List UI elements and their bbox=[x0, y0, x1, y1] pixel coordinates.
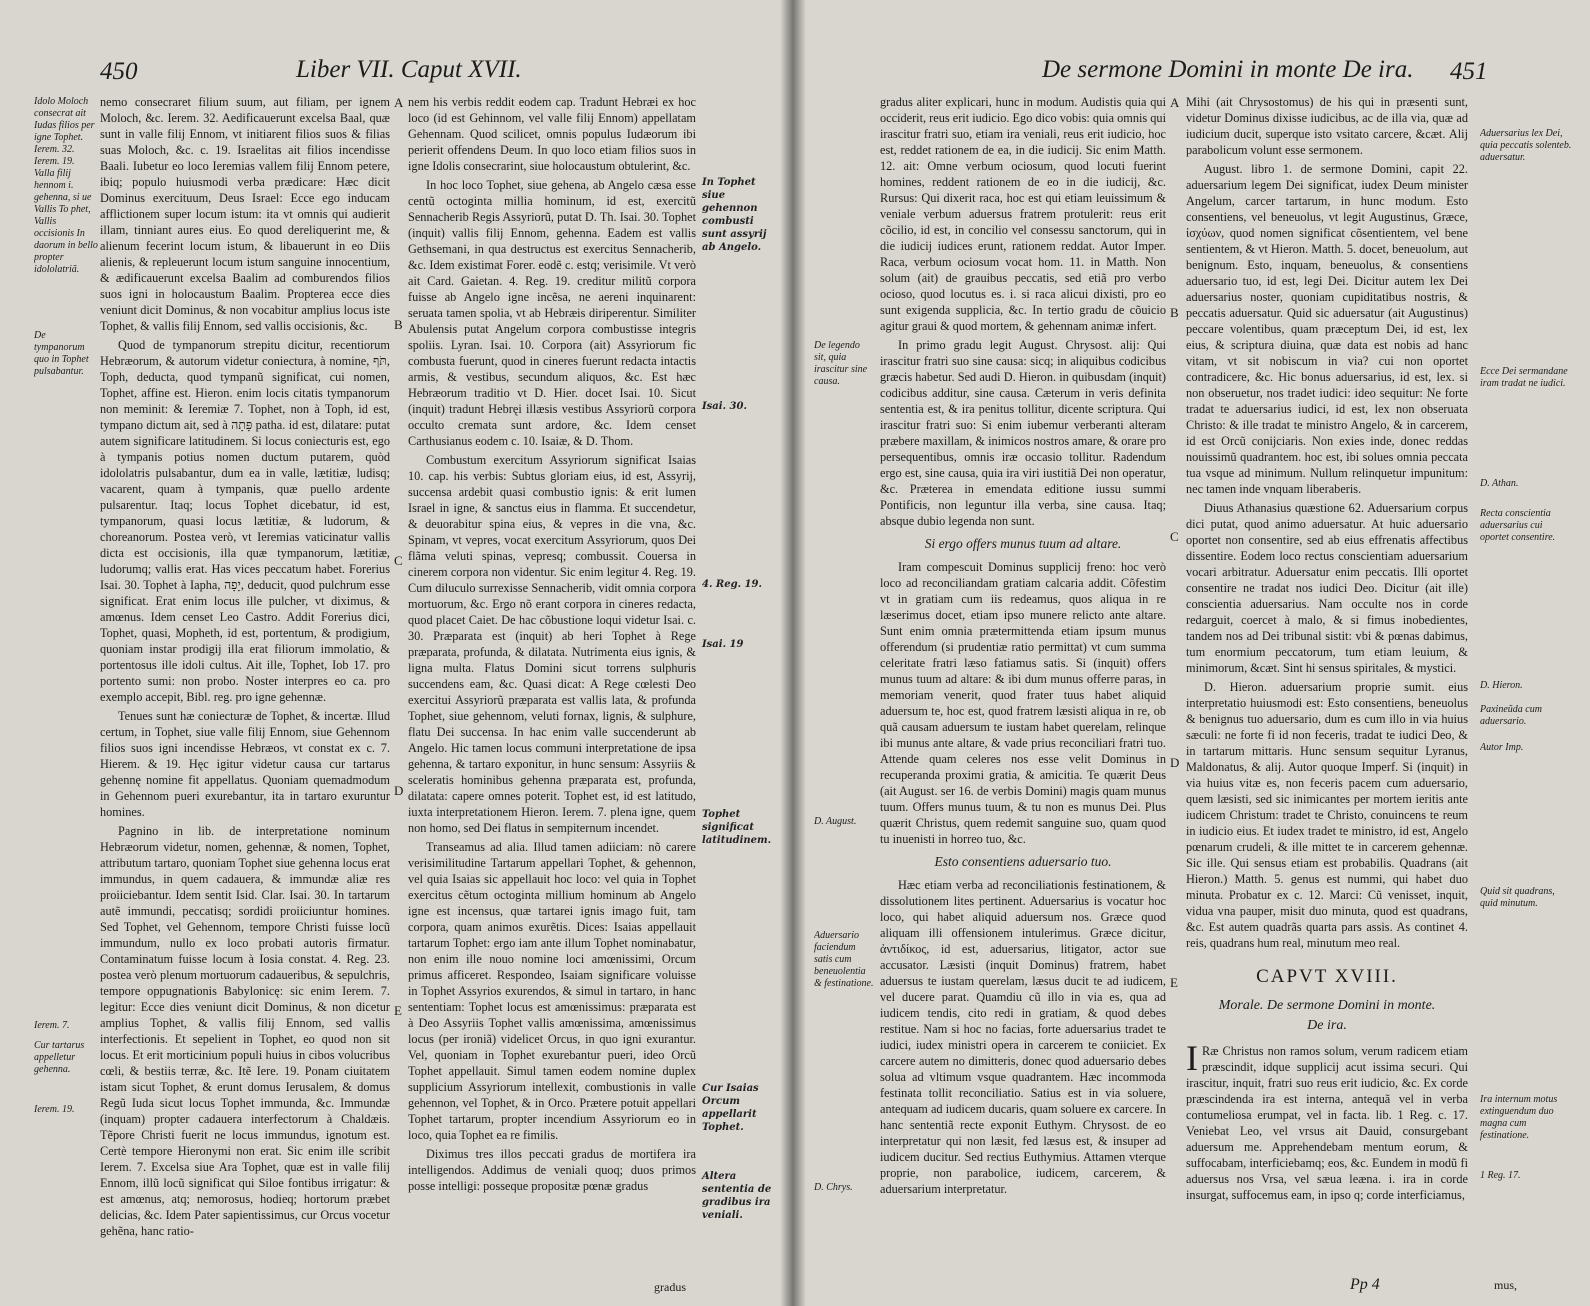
margin-note-left-2: De tympanorum quo in Tophet pulsabantur. bbox=[34, 330, 89, 377]
section-letter-a-right: A bbox=[1170, 95, 1180, 110]
margin-note-text: Idolo Moloch consecrat ait Iudas filios per igne Tophet. bbox=[34, 96, 95, 143]
handwritten-note: Altera sententia de gradibus ira veniali. bbox=[702, 1171, 772, 1221]
margin-note-right-12: Quid sit quadrans, quid minutum. bbox=[1480, 886, 1555, 909]
margin-note-right-14: 1 Reg. 17. bbox=[1480, 1170, 1521, 1181]
margin-note-right-4: D. Chrys. bbox=[814, 1182, 853, 1193]
paragraph: In primo gradu legit August. Chrysost. alij: Qui irascitur fratri suo sine causa: sicq; in aliquibus codicibus græcis habetur. Sed audi D. Hieron. in quibusdam (inquit) codicibus additur, sine causa. Cæterum in veris definita sententia est, & ira penitus tollitur, dicente scriptura. Qui irascitur fratri suo: Si enim iubemur verberanti alteram præbere maxillam, & inimicos nostros amare, & orare pro persequentibus, omnis iræ occasio tollitur. Radendum ergo est, sine causa, quia ira viri iustitiã Dei non operatur, &c. Præterea in emendata editione iussu summi Pontificis, non leguntur illa verba, sine causa. Itaq; absque dubio legenda non sunt. bbox=[880, 338, 1166, 528]
right-column-2 bbox=[1186, 94, 1468, 1274]
margin-note-left-1 bbox=[34, 96, 98, 326]
chapter-paragraph bbox=[1186, 1038, 1468, 1203]
handwritten-note: Cur Isaias Orcum appellarit Tophet. bbox=[702, 1083, 759, 1133]
catchword-right: mus, bbox=[1494, 1278, 1518, 1292]
section-letter-b-right: B bbox=[1170, 305, 1179, 320]
paragraph: Combustum exercitum Assyriorum significat Isaias 10. cap. his verbis: Subtus gloriam eius, id est, Assyrij, succensa ardebit quasi combustio ignis: & erit lumen Israel in igne, & sanctus eius in flamma. Et succendetur, & deuorabitur spina eius, & vepres in die vna, &c. Spinam, vt vepres, vocat exercitum Assyriorum, quos Dei flãma veluti spinas, vepresq; combussit. Couersa in cinerem corpora non videntur. Sic enim legitur 4. Reg. 19. Cum diluculo surrexisse Sennacherib, vidit omnia corpora mortuorum, &c. Ergo nõ erant corpora in cineres redacta, quod placet Caiet. De hac cõbustione loqui videtur Isai. c. 30. Præparata est (inquit) ab heri Tophet à Rege præparata, profunda, & dilatata. Nutrimenta eius ignis, & ligna multa. Flatus Domini sicut torrens sulphuris succendens eam, &c. Quasi dicat: A Rege cœlesti Deo exercitui Assyriorũ præparata est vallis lata, & profunda Tophet, siue gehennom, veluti fornax, lignis, & sulphure, flatu Dei succensa. In hac enim valle succenderunt ab Angelo. Hic tamen locus communi interpretatione de ipsa gehenna, & tartaro exponitur, in hunc sensum: Assyriis & sceleratis hominibus gehenna præparata est, profunda, dilatata: capere omnes poterit. Tophet est, id est latitudo, iuxta interpretationem Hieron. Ierem. 7. plena igne, quem non homo, sed Dei flatus in sempiternum incendet. bbox=[408, 453, 696, 835]
handwritten-note: Isai. 19 bbox=[702, 639, 744, 650]
section-letter-b-left: B bbox=[394, 317, 403, 332]
margin-note-right-7: D. Athan. bbox=[1480, 478, 1519, 489]
paragraph: D. Hieron. aduersarium proprie sumit. eius interpretatio huiusmodi est: Esto consentiens, beneuolus & benignus tuo aduersario, dum es cum illo in via huius sæculi: ne forte fi id non feceris, tradat te iudici Deo, & in tartarum mittaris. Hunc sensum sequitur Lyranus, Maldonatus, & alij. Autor quoque Imperf. Si (inquit) in via huius vitæ es, non feceris pacem cum aduersario, quem læsisti, sed sic inimicantes per mortem ieritis ante iudicem Christum: tradet te Christo, conuincens te reum in iudicio eius. Et iudex tradet te ministro, id est, Angelo pœnarum crudeli, & ille mittet te in carcerem gehennæ. Sic ille. Qui sensus etiam est probabilis. Quadrans (ait Hieron.) Matth. 5. genus est nummi, qui habet duo minuta. Probatur ex c. 12. Marci: Cũ venisset, inquit, vidua vna pauper, misit duo minuta, quod est quadrans, &c. Est autem quadrãs quarta pars assis. As continet 4. reis, quadrans hum real, minutum meo real. bbox=[1186, 680, 1468, 950]
section-letter-d-right: D bbox=[1170, 755, 1180, 770]
handwritten-note: Isai. 30. bbox=[702, 401, 747, 412]
section-letter-c-left: C bbox=[394, 553, 403, 568]
right-page bbox=[792, 0, 1590, 1306]
paragraph: Hæc etiam verba ad reconciliationis festinationem, & dissolutionem lites pertinent. Aduersarius is vocatur hoc loco, qui habet aliquid aduersum nos. Græce quod aliquam illi offensionem intulerimus. Græce dicitur, ἀντιδίκος, id est, aduersarius, litigator, actor sue accusator. Læsisti (inquit Dominus) fratrem, habet aduersus te iustam querelam, læsus ducit te ad iudicem, vel ducere parat. Quamdiu cũ illo in via es, qua ad iudicem tendis, cito redi in gratiam, & quod debes restitue. Nam si hoc no facias, forte aduersarius tradet te iudici, iudex ministri opera in carcerem te coniiciet. Ex carcere autem no dimitteris, donec quod aduersario debes solua ad vltimum vsque quadrantem. Hæc incommoda festinata tollit reconciliatio. Satius est in via soluere, antequam ad iudicem ducaris, quam soluere ex carcere. In hanc sententiã recte exponit Euthym. Chrysost. de eo interpretatur qui non læsit, fed læsus est, & insuper ad iudicem ducitur. Sed rectius Euthymius. Attamen vterque proprie, non parabolice, iudicem, carcerem, & aduersarium interpretatur. bbox=[880, 878, 1166, 1196]
paragraph: nemo consecraret filium suum, aut filiam, per ignem Moloch, &c. Ierem. 32. Aedificauerunt excelsa Baal, quæ sunt in valle filij Ennom, vt initiarent filios suos & filias suas Moloch, &c. c. 19. Israelitas ait filios incendisse Baali. Iubetur eo loco Ieremias vallem filij Ennom petere, ibiq; populo huiusmodi verba prædicare: Hæc dicit Dominus exercituum, Deus Israel: Ecce ego inducam afflictionem super locum istum: ita vt omnis qui audierit illam, tinniant aures eius. Eo quod dereliquerint me, & alienum fecerint locum istum, & libauerunt in eo Diis alienis, & repleuerunt locum istum sanguine innocentium, & ædificauerunt excelsa Baalim ad comburendos filios suos igni in holocaustum Baalim. Propterea ecce dies veniunt dicit Dominus, & non vocabitur amplius locus iste Tophet, & vallis filij Ennom, sed vallis occisionis, &c. bbox=[100, 95, 390, 333]
paragraph: Tenues sunt hæ coniecturæ de Tophet, & incertæ. Illud certum, in Tophet, siue valle filij Ennom, siue Gehennom filios suos igni incendisse Hebræos, vt constat ex c. 7. Hierem. & 19. Hęc igitur videtur causa cur tartarus gehennę nomine fit appellatus. Quoniam quemadmodum in Gehennom pueri exurebantur, ita in tartaro exuruntur homines. bbox=[100, 709, 390, 819]
paragraph: Quod de tympanorum strepitu dicitur, recentiorum Hebræorum, & autorum videtur coniectura, à nomine, תֹּף, Toph, deducta, quod tympanũ significat, cui nomen, Tophet, affine est. Hieron. enim locis citatis tympanorum non meminit: & Ieremiæ 7. Tophet, non à Toph, id est, tympano dictum ait, sed à פָּתָה patha. id est, dilatare: putat autem significare latitudinem. Si locus coniecturis est, ego à tympanis potius nomen ductum putarem, quòd idololatris pulsabantur, dum ea in valle, lætitiæ, ludisq; vacarent, quam à tympanis, quæ puello ardente pulsarentur. Itaq; locus Tophet dicebatur, id est, tympanorum, quasi locus lætitiæ, & ludorum, & choreanorum. Postea verò, vt Ieremias vaticinatur vallis dicta est occisionis, illa quæ tympanorum, lætitiæ, ludorumq; vallis erat. Has vices peccatum habet. Forerius Isai. 30. Tophet à Iapha, יָפָה, deducit, quod pulchrum esse significat. Erat enim locus ille pulcher, vt diximus, & amœnus. Idem censet Leo Castro. Addit Forerius dici, Tophet, quasi, Mopheth, id est, portentum, & prodigium, quoniam instar prodigij illa erat filiorum immolatio, & portentosus ille idoli cultus. Ait ille, Tophet, Iob 17. pro portento sumi: non probo. Noster interpres eo ca. pro exemplo accepit, Bibl. reg. pro igne gehennæ. bbox=[100, 338, 390, 704]
margin-note-left-4: Cur tartarus appelletur gehenna. bbox=[34, 1040, 85, 1075]
paragraph: In hoc loco Tophet, siue gehena, ab Angelo cæsa esse centũ octoginta millia hominum, id est, exercitũ Sennacherib Regis Assyriorũ, putat D. Th. Isai. 30. Tophet (inquit) vallis filij Ennom, gehenna. Eadem est vallis Gethsemani, in qua destructus est exercitus Sennacherib, &c. Idem existimat Forer. eodẽ c. estq; verisimile. Vt verò ait Card. Gaietan. 4. Reg. 19. creditur militũ corpora fuisse ab Angelo igne incẽsa, ne aereni inquinarent: seruata tamen spolia, vt ab Hebræis diriperentur. Similiter Abulensis putat Angelum corpora combustisse integris spoliis. Lyran. Isai. 10. Corpora (ait) Assyriorum fic combusta fuerunt, quod in cineres fuerunt redacta intactis armis, & vestibus, secundum aliquos, &c. Est hæc Hebræorum traditio vt D. Hier. docet Isai. 10. Sicut (inquit) tradunt Hebręi illæsis vestibus Assyriorũ corpora occulto cremata sunt ardore, &c. Idem censet Carthusianus eodem c. 10. Isaiæ, & D. Thom. bbox=[408, 178, 696, 448]
left-column-1 bbox=[100, 94, 390, 1274]
paragraph: Diuus Athanasius quæstione 62. Aduersarium corpus dici putat, quod animo aduersatur. At huic aduersario oportet non consentire, sed ab eius effrenatis affectibus dissentire. Eodem loco rectus conscientiam aduersarium vocari arbitratur. Aduersatur enim peccatis. Illi oportet consentire ne tradat nos iudici Deo. Dicitur (ait ille) conscientia aduersarius. Nam occulte nos in corde redarguit, coercet à malo, & si fimus inobedientes, tandem nos ad Dei tribunal sistit: vbi & pœnas dabimus, tum enormium peccatorum, tum etiam leuium, & minimorum, &cæt. Sint hi sensus spiritales, & mystici. bbox=[1186, 501, 1468, 675]
paragraph: Pagnino in lib. de interpretatione nominum Hebræorum videtur, nomen, gehennæ, & nomen, Tophet, attributum tartaro, quoniam Tophet siue gehenna locus erat immundus, in quem cadauera, & immundæ aliæ res proiiciebantur. Idem sentit Isid. Clar. Isai. 30. In tartarum autẽ immundi, peccatisq; sordidi proiiciuntur homines. Sed Tophet, vel Gehennom, tempore Christi fuisse locũ immundum, nullo ex loco probati autoris firmatur. Contaminatum fuisse locum à Iosia constat. 4. Reg. 23. postea verò plenum mortuorum cadaueribus, & sepulchris, tempore oppugnationis Babylonicę: sic enim Ierem. 7. legitur: Ecce dies veniunt dicit Dominus, & non dicetur amplius Tophet, & vallis filij Ennom, sed vallis interfectionis. Et sepelient in Tophet, eo quod non sit locus. Et erit morticinium populi huius in cibos volucribus cœli, & bestiis terræ, &c. Itẽ Iere. 19. Ponam ciuitatem istam sicut Tophet, & erunt domus Ierusalem, & domus Regũ Iuda sicut locus Tophet immunda, &c. Immundæ (inquam) propter cadauera interfectorum à Chaldæis. Tẽpore Christi fuerit ne locus immundus, ignotum est. Certè tempore Hieronymi non erat. Sic enim ille scribit Ierem. 7. Excelsa siue Ara Tophet, quæ est in valle filij Ennom, illũ locũ significat qui Siloe fontibus irrigatur: & est amœnus, atq; nemorosus, hodieq; hortorum præbet delicias, &c. Idem Pater sapientissimus, cur Orcus vocetur gehẽna, hanc ratio- bbox=[100, 824, 390, 1238]
running-head-right: De sermone Domini in monte De ira. bbox=[1042, 56, 1414, 83]
section-letter-c-right: C bbox=[1170, 529, 1179, 544]
chapter-text: Ræ Christus non ramos solum, verum radicem etiam præscindit, idque supplicij acut issima securi. Qui irascitur, inquit, fratri suo reus erit iudicio, &c. Ex corde præscindenda ira est interna, antequã vel in verba contumeliosa erumpat, vel in facta. lib. 1 Reg. c. 17. Veniebat Leo, vel vrsus ait Dauid, consurgebant aduersum me. Apprehendebam mentum eorum, & suffocabam, interficiebamq; eos, &c. Eundem in modũ fi aduersus nos Vrsa, vel sæua leæna. i. ira in corde insurgat, suffocemus eam, in ipso q; corde interficiamus, bbox=[1186, 1044, 1468, 1202]
margin-note-right-8: Recta conscientia aduersarius cui oportet consentire. bbox=[1480, 508, 1556, 543]
chapter-subtitle: Morale. De sermone Domini in monte. bbox=[1218, 998, 1436, 1013]
paragraph: Iram compescuit Dominus supplicij freno: hoc verò loco ad reconciliandam gratiam calcaria addit. Cõfestim vt in gratiam cum iis redeamus, quos aliqua in re læserimus docet, etiam ipso munere relicto ante altare. Sunt enim omnia prætermittenda etiam ipsum munus offerendum (si prudentiæ ratio permittat) vt cum summa celeritate fratri læso fatiamus satis. Si (inquit) offers munus tuum ad altare: & ibi dum munus offerre paras, in memoriam venerit, quod frater tuus habet aliquid aduersum te, hoc est, quod fratrem læsisti aliqua in re, ob quã causam aduersum te iustam habet querelam, relinque ibi munus ante altare, & vade prius reconciliari fratri tuo. Attende quam celeres nos esse velit Dominus in recuperanda proximi gratia, & amicitia. Te quærit Deus (ait August. ser 16. de verbis Domini) magis quam munus tuum. Offers munus tuum, & tu non es munus Dei. Plus quærit Christus, quem redemit sanguine suo, quam quod tu inuenisti in horreo tuo, &c. bbox=[880, 560, 1166, 846]
handwritten-note: Tophet significat latitudinem. bbox=[702, 809, 772, 846]
signature-mark: Pp 4 bbox=[1350, 1276, 1380, 1293]
paragraph: August. libro 1. de sermone Domini, capit 22. aduersarium legem Dei significat, iudex Deum minister Angelum, carcer tartarum, in hunc modum. Esto consentiens, vel beneuolus, vt legit Augustinus, Græce, ἰσχύων, quod nomen significat cõsentientem, vel bene sentientem, & vt Hieron. Matth. 5. docet, beneuolum, aut benignum. Esto, inquam, beneuolus, & consentiens aduersario tuo, id est, legi Dei. Dicitur autem lex Dei aduersarius noster, quoniam cupiditatibus nostris, & peccatis aduersatur. Quid sic aduersatur (ait Augustinus) peccare volentibus, quam præceptum Dei, id est, lex eius, & scriptura diuina, quæ data est nobis ad hanc vitam, vt sit nobiscum in via? cui non oportet contradicere, &c. Hic bonus aduersarius, id est, lex. si non obseruetur, nos tradet iudici: ideo sequitur: Ne forte tradat te aduersarius iudici, id est, lex non obseruata Christo: & ille tradat te ministro Angelo, & in carcerem, id est Orcũ conijciaris. Non exies inde, donec reddas nouissimũ quadrantem. hoc est, ibi solues omnia peccata tua vsque ad minimum. Nullum relinquetur impunitum: nec tamen inde vnquam liberaberis. bbox=[1186, 162, 1468, 496]
handwritten-note: In Tophet siue gehennon combusti sunt assyrij ab Angelo. bbox=[702, 177, 767, 253]
left-page bbox=[0, 0, 792, 1306]
lemma-heading: Si ergo offers munus tuum ad altare. bbox=[924, 536, 1122, 551]
margin-note-left-3: Ierem. 7. bbox=[34, 1020, 70, 1031]
paragraph: gradus aliter explicari, hunc in modum. Audistis quia qui occiderit, reus erit iudicio. Ego dico vobis: quia omnis qui irascitur fratri suo, etiam ira veniali, reus erit iudicio, hoc est, reddet rationem de ea, in die iudicij. Sic enim Matth. 12. ait: Omne verbum ociosum, quod locuti fuerint homines, reddent rationem de eo in die iudicij, &c. Rursus: Qui dixerit raca, hoc est qui etiam leuissimum & veniale verbum aduersus fratrem protulerit: reus erit cõcilio, id est, in concilio vel consessu sanctorum, qui in die iudicij iudices erunt, rationem reddat. Autor Imper. Raca, verbum ociosum vocat hom. 11. in Matth. Non solum (ait) de grauibus peccatis, sed etiã pro verbo ocioso, quod locutus es. i. si raca alicui dixisti, pro eo sunt exigenda supplicia, &c. In tertio gradu de cõuicio agitur graui & quod mortem, & gehennam animæ infert. bbox=[880, 95, 1166, 333]
margin-note-right-1: De legendo sit, quia irascitur sine causa. bbox=[814, 340, 868, 387]
running-head-left: Liber VII. Caput XVII. bbox=[296, 56, 522, 83]
margin-note-right-6: Ecce Dei sermandane iram tradat ne iudici. bbox=[1480, 366, 1568, 389]
margin-note-text: Ierem. 19. bbox=[34, 156, 75, 167]
section-letter-a-left: A bbox=[394, 95, 404, 110]
folio-left: 450 bbox=[100, 58, 138, 85]
margin-note-left-5: Ierem. 19. bbox=[34, 1104, 75, 1115]
margin-note-right-10: Paxineũda cum aduersario. bbox=[1480, 704, 1542, 727]
section-letter-d-left: D bbox=[394, 783, 404, 798]
paragraph: nem his verbis reddit eodem cap. Tradunt Hebræi ex hoc loco (id est Gehinnom, vel valle filij Ennom) appellatam Gehennam. Quod scilicet, omnis populus Iudæorum ibi perierit offendens Deum. In quo loco etiam filios suos in igne Idolis consecrarint, siue holocaustum obtulerint, &c. bbox=[408, 95, 696, 173]
margin-note-right-9: D. Hieron. bbox=[1480, 680, 1523, 691]
margin-note-right-11: Autor Imp. bbox=[1480, 742, 1524, 753]
right-column-1 bbox=[880, 94, 1166, 1284]
handwritten-note: 4. Reg. 19. bbox=[702, 579, 762, 590]
section-letter-e-right: E bbox=[1170, 975, 1178, 990]
chapter-subtitle-2: De ira. bbox=[1307, 1018, 1347, 1033]
paragraph: Mihi (ait Chrysostomus) de his qui in præsenti sunt, videtur Dominus dixisse iudicibus, ac de illa via, quæ ad iudicium ducit, superque isto vsitato carcere, &cæt. Alij parabolicum volunt esse sermonem. bbox=[1186, 95, 1468, 157]
margin-note-right-5: Aduersarius lex Dei, quia peccatis solenteb. aduersatur. bbox=[1480, 128, 1572, 163]
drop-cap: I bbox=[1186, 1038, 1198, 1078]
folio-right: 451 bbox=[1450, 58, 1488, 85]
paragraph: Transeamus ad alia. Illud tamen adiiciam: nõ carere verisimilitudine Tartarum appellari Tophet, & gehennon, vel quia Isaias sic appellauit hoc loco: vel quia in Tophet exercitus cẽtum octoginta millium hominum ab Angelo igne est incensus, quæ tartarei ignis imago fuit, tam corpora, quam animos exurẽtis. Dices: Isaias appellauit tartarum Tophet: ergo iam ante illum Tophet nominabatur, non enim ille nouo nomine loci amœnissimi, Orcum primus afficeret. Respondeo, Isaiam significare voluisse in Tophet Assyrios exurendos, & simul in tartaro, in hanc sententiam: Tophet locus est amœnissimus: præparata est à Deo Assyriis Tophet vallis amœnissima, amœnissimus locus (per ironiã) videlicet Orcus, in quo igni exurantur. Vel, quoniam in Tophet exurebantur pueri, ideo Orcũ Tophet appellauit. Simul tamen eodem nomine duplex supplicium Assyriorum intellexit, combustionis in valle gehennon, vel Tophet, & in Orco. Prætere potuit appellari Tophet tartarum, propter incendium Assyriorum eo in loco, quia Tophet ea re fimilis. bbox=[408, 840, 696, 1142]
catchword-left: gradus bbox=[654, 1280, 686, 1294]
margin-note-right-2: D. August. bbox=[814, 816, 857, 827]
margin-note-text: Ierem. 32. bbox=[34, 144, 75, 155]
section-letter-e-left: E bbox=[394, 1003, 402, 1018]
paragraph: Diximus tres illos peccati gradus de mortifera ira intelligendos. Addimus de veniali quoq; duos primos posse intelligi: posseque propositæ pœnæ gradus bbox=[408, 1147, 696, 1193]
lemma-heading: Esto consentiens aduersario tuo. bbox=[934, 854, 1112, 869]
left-column-2 bbox=[408, 94, 696, 1274]
chapter-title: CAPVT XVIII. bbox=[1256, 966, 1398, 987]
margin-note-right-13: Ira internum motus extinguendum duo magna cum festinatione. bbox=[1480, 1094, 1558, 1141]
margin-note-text: Valla filij hennom i. gehenna, si ue Vallis To phet, Vallis occisionis In daorum in bello propter idololatriã. bbox=[34, 168, 98, 275]
margin-note-right-3: Aduersario faciendum satis cum beneuolentia & festinatione. bbox=[814, 930, 874, 989]
